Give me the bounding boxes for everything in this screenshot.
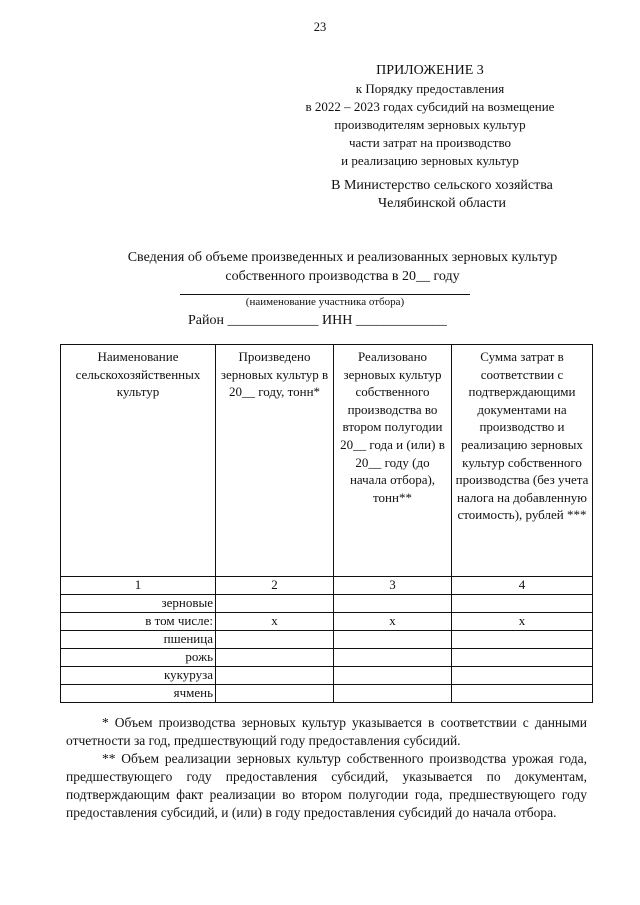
appendix-title: ПРИЛОЖЕНИЕ 3 <box>376 63 484 78</box>
title-line: собственного производства в 20__ году <box>225 269 460 284</box>
costs-cell: х <box>452 613 593 631</box>
costs-cell <box>452 649 593 667</box>
crop-cell: рожь <box>61 649 216 667</box>
region-inn-line: Район _____________ ИНН _____________ <box>188 313 447 328</box>
header-costs: Сумма затрат в соответствии с подтверждающими документами на производство и реализацию зерновых культур собственного производства (без учета налога на добавленную стоимость), рублей *** <box>452 345 593 577</box>
crop-cell: в том числе: <box>61 613 216 631</box>
crop-cell: пшеница <box>61 631 216 649</box>
table-row <box>61 631 593 649</box>
costs-cell <box>452 667 593 685</box>
column-number: 2 <box>216 577 334 595</box>
sold-cell <box>334 631 452 649</box>
table-row <box>61 595 593 613</box>
addressee-block <box>292 177 592 213</box>
footnote-production: * Объем производства зерновых культур указывается в соответствии с данными отчетности за год, предшествующий году предоставления субсидий. <box>66 715 587 748</box>
participant-name-line <box>180 294 470 295</box>
column-number: 4 <box>452 577 593 595</box>
produced-cell <box>216 667 334 685</box>
sold-cell <box>334 649 452 667</box>
column-number: 3 <box>334 577 452 595</box>
appendix-line: производителям зерновых культур <box>334 117 526 132</box>
crop-cell: ячмень <box>61 685 216 703</box>
costs-cell <box>452 595 593 613</box>
sold-cell: х <box>334 613 452 631</box>
produced-cell <box>216 649 334 667</box>
addressee-line: Челябинской области <box>378 196 506 211</box>
table-row <box>61 667 593 685</box>
crop-cell: кукуруза <box>61 667 216 685</box>
costs-cell <box>452 685 593 703</box>
column-numbers-row <box>61 577 593 595</box>
sold-cell <box>334 685 452 703</box>
footnote-sales: ** Объем реализации зерновых культур собственного производства урожая года, предшествующего году предоставления субсидий, указывается по документам, подтверждающим факт реализации во втором полугодии года, предшествующего году предоставления субсидий, и (или) в году предоставления субсидий до начала отбора. <box>66 751 587 820</box>
table-row <box>61 649 593 667</box>
produced-cell <box>216 595 334 613</box>
costs-cell <box>452 631 593 649</box>
crop-cell: зерновые <box>61 595 216 613</box>
table-header-row <box>61 345 593 577</box>
appendix-line: части затрат на производство <box>348 135 512 150</box>
appendix-line: к Порядку предоставления <box>355 81 505 96</box>
table-row <box>61 613 593 631</box>
header-produced: Произведено зерновых культур в 20__ году, тонн* <box>216 345 334 577</box>
sold-cell <box>334 667 452 685</box>
header-sold: Реализовано зерновых культур собственного производства во втором полугодии 20__ года и (или) в 20__ году (до начала отбора), тонн** <box>334 345 452 577</box>
header-crop-name: Наименование сельскохозяйственных культур <box>61 345 216 577</box>
report-table <box>60 344 593 703</box>
table-row <box>61 685 593 703</box>
column-number: 1 <box>61 577 216 595</box>
appendix-block <box>280 62 580 170</box>
produced-cell <box>216 685 334 703</box>
page-number: 23 <box>313 20 327 34</box>
title-line: Сведения об объеме произведенных и реализованных зерновых культур <box>127 250 558 265</box>
sold-cell <box>334 595 452 613</box>
addressee-line: В Министерство сельского хозяйства <box>331 178 553 193</box>
appendix-line: в 2022 – 2023 годах субсидий на возмещение <box>305 99 555 114</box>
document-title <box>90 248 595 286</box>
produced-cell: х <box>216 613 334 631</box>
footnotes <box>66 714 587 822</box>
produced-cell <box>216 631 334 649</box>
participant-caption: (наименование участника отбора) <box>245 296 405 308</box>
appendix-line: и реализацию зерновых культур <box>341 153 519 168</box>
